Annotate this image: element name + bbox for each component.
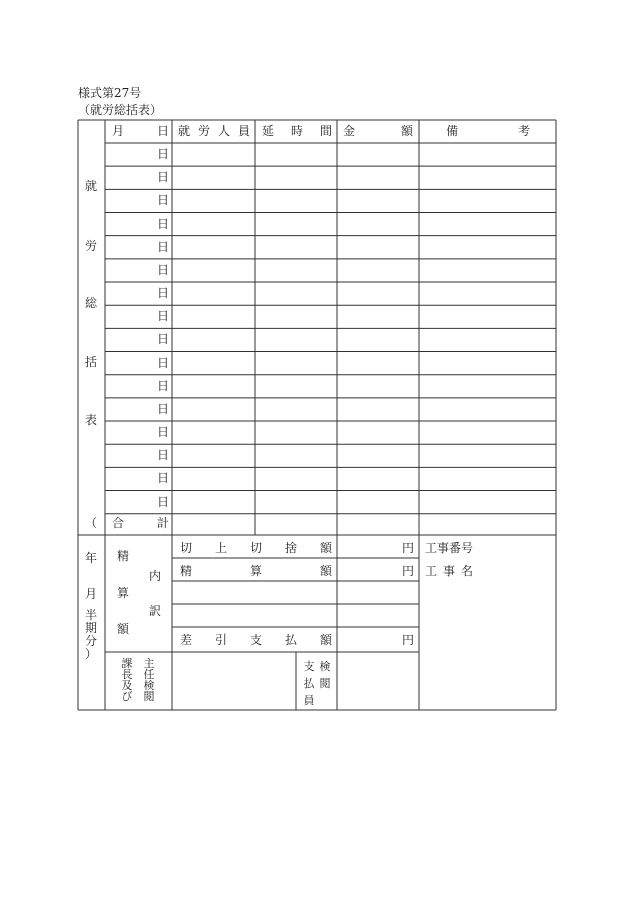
breakdown-char-5: 額: [117, 622, 130, 636]
day-label: 日: [157, 193, 170, 208]
period-open-paren: （: [84, 516, 97, 530]
form-number: 様式第27号: [78, 86, 142, 100]
day-label: 日: [157, 401, 170, 416]
period-half-term: 半 期 分 ）: [84, 608, 97, 661]
side-label-char: 表: [84, 413, 97, 427]
day-label: 日: [157, 378, 170, 393]
rounded-off-label: 切 上 切 捨 額: [180, 541, 332, 555]
header-hours: 延 時 間: [262, 124, 332, 138]
period-year: 年: [84, 551, 97, 565]
side-label-char: 労: [84, 239, 97, 253]
breakdown-char-2: 内: [149, 569, 162, 583]
paying-label-col2: 検 閲: [319, 660, 331, 690]
yen-unit-1: 円: [402, 541, 415, 555]
work-name-label: 工 事 名: [425, 564, 473, 578]
yen-unit-2: 円: [402, 564, 415, 578]
header-remarks: 備 考: [446, 124, 530, 138]
day-label: 日: [157, 332, 170, 347]
period-month: 月: [84, 587, 97, 601]
breakdown-char-1: 精: [117, 549, 130, 563]
chief-label-col2: 主 任 検 閲: [143, 657, 155, 703]
day-label: 日: [157, 494, 170, 509]
side-label-char: 総: [84, 296, 97, 310]
header-workers: 就 労 人 員: [178, 124, 250, 138]
header-day: 日: [157, 124, 170, 138]
day-label: 日: [157, 239, 170, 254]
day-label: 日: [157, 309, 170, 324]
side-label-char: 就: [84, 179, 97, 193]
header-month: 月: [112, 124, 125, 138]
breakdown-char-4: 訳: [149, 604, 162, 618]
day-label: 日: [157, 216, 170, 231]
day-label: 日: [157, 448, 170, 463]
day-label: 日: [157, 147, 170, 161]
work-number-label: 工事番号: [425, 541, 474, 555]
chief-label-col1: 課 長 及 び: [121, 657, 133, 703]
form-title: （就労総括表）: [78, 103, 163, 117]
day-label: 日: [157, 286, 170, 301]
yen-unit-3: 円: [402, 633, 415, 647]
day-label: 日: [157, 471, 170, 486]
paying-label-col1: 支 払 員: [303, 660, 315, 707]
day-label: 日: [157, 170, 170, 185]
settled-amount-label: 精 算 額: [180, 564, 332, 578]
side-label-char: 括: [84, 355, 97, 369]
breakdown-char-3: 算: [117, 586, 130, 600]
day-label: 日: [157, 355, 170, 370]
day-label: 日: [157, 262, 170, 277]
balance-paid-label: 差 引 支 払 額: [180, 633, 332, 647]
day-label: 日: [157, 425, 170, 440]
header-amount: 金 額: [343, 124, 413, 138]
total-label-1: 合: [112, 516, 125, 530]
total-label-2: 計: [157, 516, 170, 530]
